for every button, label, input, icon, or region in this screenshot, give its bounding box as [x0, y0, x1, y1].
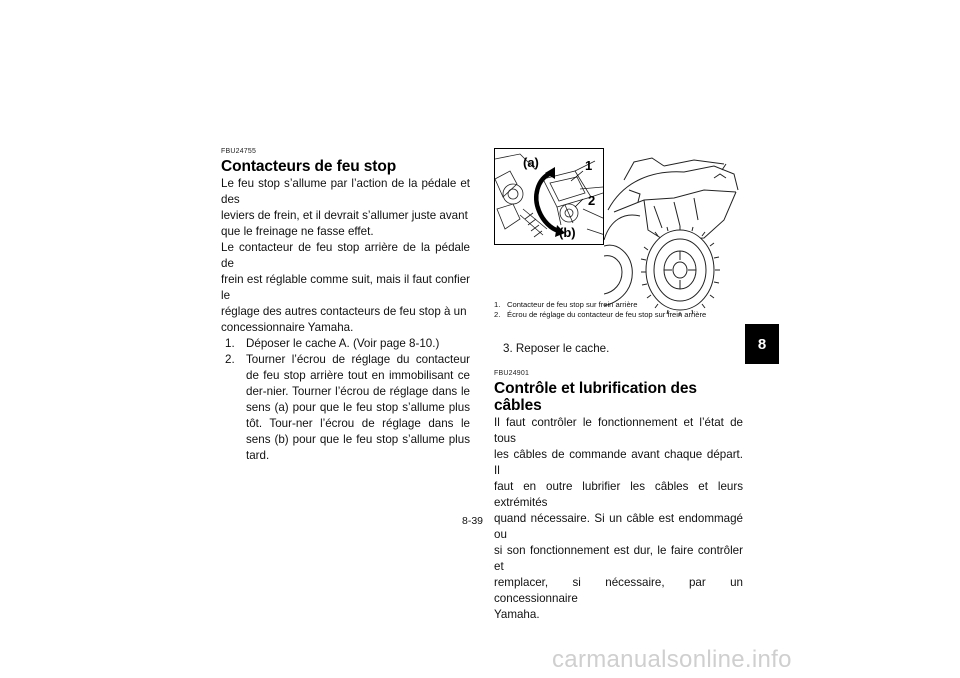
brake-switch-detail-figure: [494, 148, 604, 245]
caption-item: 1. Contacteur de feu stop sur frein arrière: [494, 300, 638, 309]
atv-illustration: [604, 150, 742, 316]
left-column: [221, 148, 470, 464]
step-item: 3. Reposer le cache.: [503, 342, 610, 355]
chapter-tab: 8: [745, 324, 779, 364]
step-item: 2. Tourner l’écrou de réglage du contacteur de feu stop arrière tout en immobilisant ce der-nier. Tourner l’écrou de réglage dans le sens (a) pour que le feu stop s’allume plus tôt. Tour-ner l’écrou de réglage dans le sens (b) pour que le feu stop s’allume plus tard.: [225, 353, 470, 462]
steps-list: [221, 336, 470, 464]
label-a: (a): [523, 155, 539, 170]
watermark: carmanualsonline.info: [552, 646, 792, 673]
label-2: 2: [588, 193, 596, 208]
intro-paragraph: Le feu stop s’allume par l’action de la pédale et des leviers de frein, et il devrait s’allumer juste avant que le freinage ne fasse effet.: [221, 177, 470, 238]
right-column: [494, 341, 743, 623]
label-b: (b): [559, 225, 576, 240]
cables-paragraph: Il faut contrôler le fonctionnement et l’état de tous les câbles de commande avant chaque départ. Il faut en outre lubrifier les câbles et leurs extrémités quand nécessaire. Si un câble est endommagé ou si son fonctionnement est dur, le faire contrôler et remplacer, si nécessaire, par un concessionnaire Yamaha.: [494, 416, 743, 621]
section-title: Contacteurs de feu stop: [221, 158, 397, 175]
page-number: 8-39: [462, 515, 484, 527]
caption-item: 2. Écrou de réglage du contacteur de feu stop sur frein arrière: [494, 310, 707, 319]
section-code: FBU24901: [494, 370, 530, 377]
step-item: 1. Déposer le cache A. (Voir page 8-10.): [225, 337, 440, 350]
section-code: FBU24755: [221, 148, 257, 155]
section-title: Contrôle et lubrification des câbles: [494, 380, 697, 414]
label-1: 1: [585, 158, 593, 173]
brake-switch-illustration: [495, 149, 604, 245]
adjust-paragraph: Le contacteur de feu stop arrière de la pédale de frein est réglable comme suit, mais il faut confier le réglage des autres contacteurs de feu stop à un concessionnaire Yamaha.: [221, 241, 470, 334]
figure-captions: [494, 300, 744, 320]
